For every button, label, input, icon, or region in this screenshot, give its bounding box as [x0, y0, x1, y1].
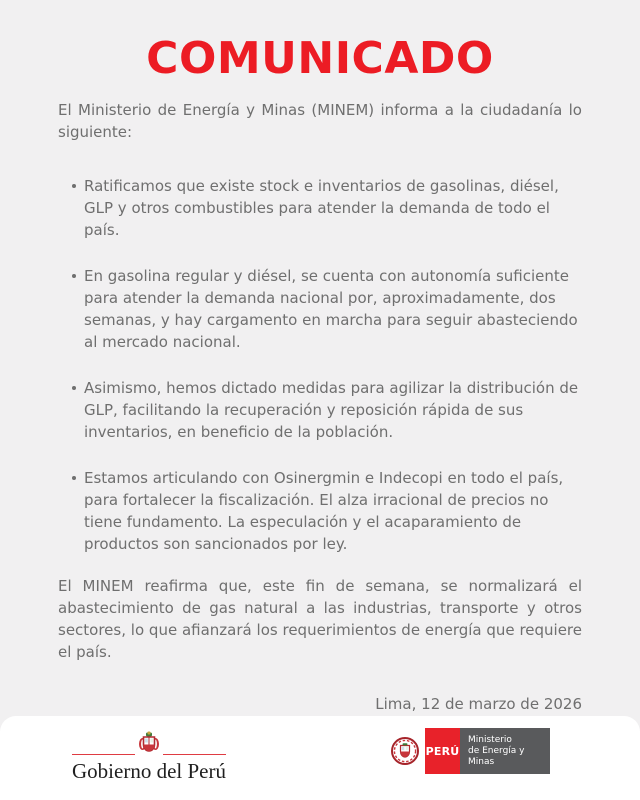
list-item	[72, 175, 582, 241]
bullet-dot-icon	[72, 274, 76, 278]
bullet-text: Estamos articulando con Osinergmin e Indecopi en todo el país, para fortalecer la fiscalización. El alza irracional de precios no tiene fundamento. La especulación y el acaparamiento de productos son sancionados por ley.	[84, 468, 564, 553]
minem-logo	[391, 728, 550, 774]
peru-round-emblem-icon	[391, 737, 419, 765]
bullet-list	[58, 175, 582, 555]
list-item	[72, 467, 582, 555]
body-content	[0, 99, 640, 715]
footer-card	[0, 716, 640, 800]
bullet-text: Ratificamos que existe stock e inventarios de gasolinas, diésel, GLP y otros combustibles para atender la demanda de todo el país.	[84, 176, 559, 239]
gobierno-del-peru-label: Gobierno del Perú	[72, 759, 226, 783]
red-rule-left	[72, 754, 135, 756]
list-item	[72, 265, 582, 353]
bullet-dot-icon	[72, 476, 76, 480]
dateline: Lima, 12 de marzo de 2026	[375, 694, 582, 713]
closing-paragraph: El MINEM reafirma que, este fin de semana, se normalizará el abastecimiento de gas natural a las industrias, transporte y otros sectores, lo que afianzará los requerimientos de energía que requiere el país.	[58, 576, 582, 661]
bullet-text: Asimismo, hemos dictado medidas para agilizar la distribución de GLP, facilitando la recuperación y reposición rápida de sus inventarios, en beneficio de la población.	[84, 378, 579, 441]
gobierno-del-peru-logo	[72, 731, 226, 784]
list-item	[72, 377, 582, 443]
ministry-name-badge	[460, 728, 550, 774]
bullet-dot-icon	[72, 184, 76, 188]
intro-paragraph: El Ministerio de Energía y Minas (MINEM) informa a la ciudadanía lo siguiente:	[58, 100, 582, 141]
bullet-dot-icon	[72, 386, 76, 390]
gobierno-logo-top	[72, 731, 226, 758]
bullet-text: En gasolina regular y diésel, se cuenta con autonomía suficiente para atender la demanda nacional por, aproximadamente, dos semanas, y hay cargamento en marcha para seguir abasteciendo al mercado nacional.	[84, 266, 578, 351]
ministry-line1: Ministerio	[468, 734, 512, 745]
peru-coat-of-arms-icon	[138, 731, 160, 758]
ministry-line2: de Energía y Minas	[468, 745, 525, 767]
page-title: COMUNICADO	[146, 33, 494, 84]
peru-label: PERÚ	[425, 744, 460, 758]
peru-wordmark-badge	[425, 728, 460, 774]
red-rule-right	[163, 754, 226, 756]
